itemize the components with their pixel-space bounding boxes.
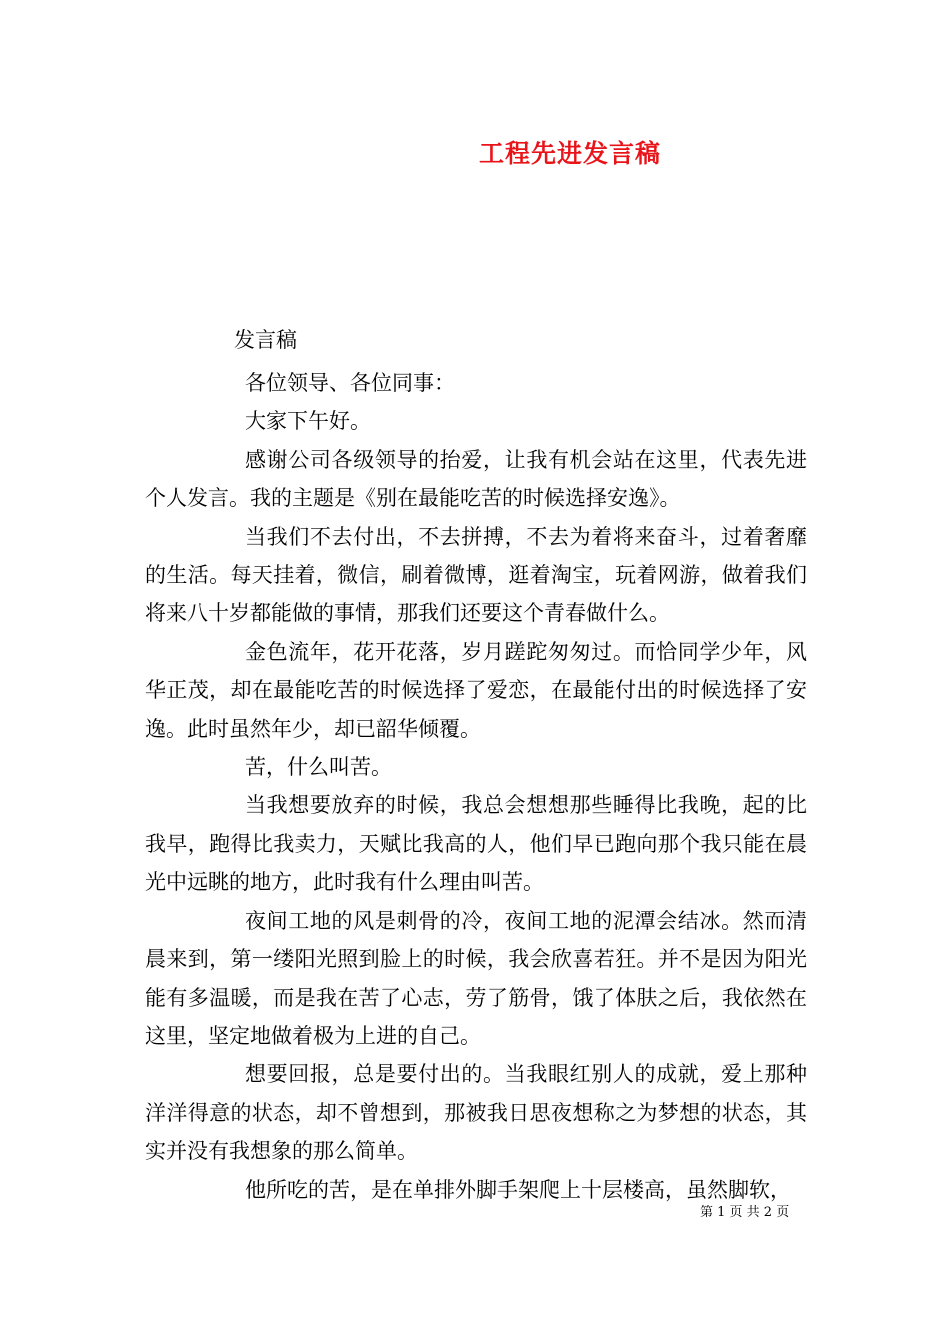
paragraph: 苦，什么叫苦。 — [245, 755, 392, 780]
paragraph: 感谢公司各级领导的抬爱，让我有机会站在这里，代表先进个人发言。我的主题是《别在最能吃苦的时候选择安逸》。 — [145, 447, 807, 511]
paragraph: 当我们不去付出，不去拼搏，不去为着将来奋斗，过着奢靡的生活。每天挂着，微信，刷着微博，逛着淘宝，玩着网游，做着我们将来八十岁都能做的事情，那我们还要这个青春做什么。 — [145, 524, 807, 626]
paragraph: 他所吃的苦，是在单排外脚手架爬上十层楼高，虽然脚软， — [245, 1177, 791, 1202]
paragraph: 当我想要放弃的时候，我总会想想那些睡得比我晚，起的比我早，跑得比我卖力，天赋比我高的人，他们早已跑向那个我只能在晨光中远眺的地方，此时我有什么理由叫苦。 — [145, 793, 807, 895]
paragraph: 想要回报，总是要付出的。当我眼红别人的成就，爱上那种洋洋得意的状态，却不曾想到，那被我日思夜想称之为梦想的状态，其实并没有我想象的那么简单。 — [145, 1062, 807, 1164]
paragraph-salutation: 各位领导、各位同事： — [245, 371, 455, 395]
paragraph: 金色流年，花开花落，岁月蹉跎匆匆过。而恰同学少年，风华正茂，却在最能吃苦的时候选择了爱恋，在最能付出的时候选择了安逸。此时虽然年少，却已韶华倾覆。 — [145, 639, 807, 741]
document-title: 工程先进发言稿 — [478, 139, 661, 168]
document-body — [145, 364, 807, 1209]
paragraph: 大家下午好。 — [245, 409, 371, 434]
document-label: 发言稿 — [234, 328, 297, 352]
paragraph: 夜间工地的风是刺骨的冷，夜间工地的泥潭会结冰。然而清晨来到，第一缕阳光照到脸上的时候，我会欣喜若狂。并不是因为阳光能有多温暖，而是我在苦了心志，劳了筋骨，饿了体肤之后，我依然在这里，坚定地做着极为上进的自己。 — [145, 908, 807, 1048]
page-number-footer: 第 1 页 共 2 页 — [700, 1205, 790, 1220]
